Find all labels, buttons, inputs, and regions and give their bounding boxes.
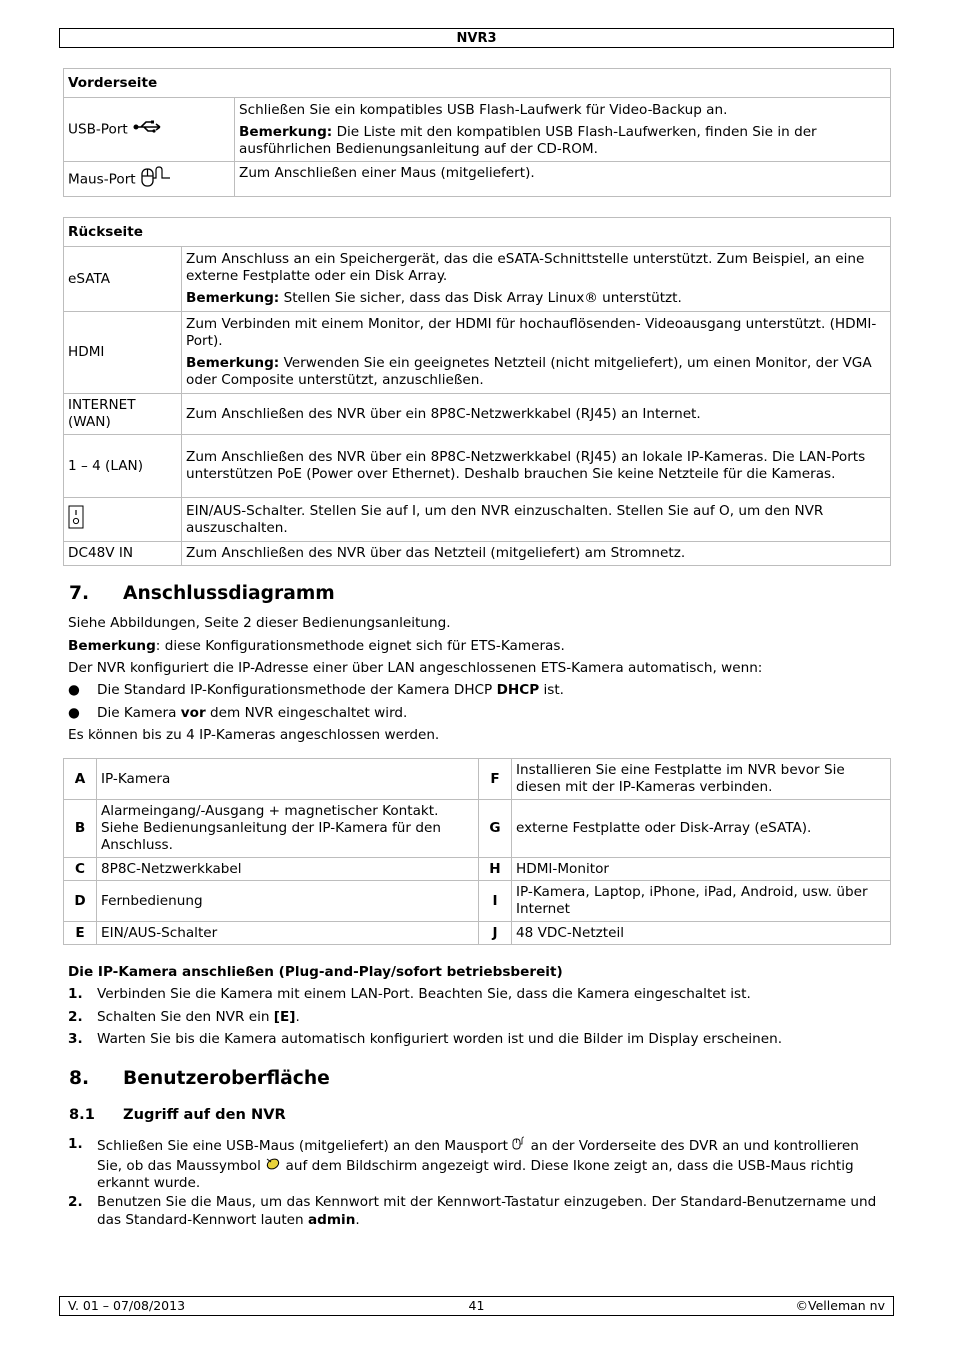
legend-key: J [479, 922, 512, 945]
port-description-cell [182, 247, 891, 312]
port-description: Zum Verbinden mit einem Monitor, der HDMI für hochauflösenden- Videoausgang unterstützt. (HDMI-Port). [186, 316, 877, 349]
list-item-text: Die Kamera [97, 705, 181, 721]
port-label: INTERNET (WAN) [64, 394, 182, 435]
legend-value: externe Festplatte oder Disk-Array (eSATA). [512, 800, 891, 858]
section-number: 7. [69, 583, 90, 604]
version-text: V. 01 – 07/08/2013 [68, 1298, 186, 1313]
note-text: Verwenden Sie ein geeignetes Netzteil (nicht mitgeliefert), um einen Monitor, der VGA oder Composite unterstützt, anzuschließen. [186, 355, 872, 388]
port-description-cell [182, 312, 891, 394]
note-label: Bemerkung: [186, 355, 280, 371]
page-number: 41 [468, 1298, 485, 1313]
list-item-text: dem NVR eingeschaltet wird. [205, 705, 408, 721]
legend-key: E [64, 922, 97, 945]
list-item-text: . [295, 1009, 300, 1025]
port-label: 1 – 4 (LAN) [64, 435, 182, 498]
section-title: Benutzeroberfläche [123, 1068, 330, 1089]
legend-key: G [479, 800, 512, 858]
legend-key: A [64, 759, 97, 800]
front-panel-table [63, 68, 891, 197]
note-label: Bemerkung: [186, 290, 280, 306]
list-item-bold: DHCP [496, 682, 540, 698]
legend-key: B [64, 800, 97, 858]
list-item-text: Warten Sie bis die Kamera automatisch konfiguriert worden ist und die Bilder im Display erscheinen. [97, 1031, 783, 1047]
mouse-port-icon [512, 1136, 526, 1156]
paragraph [68, 638, 898, 655]
subsection-number: 8.1 [69, 1106, 95, 1123]
port-label: eSATA [64, 247, 182, 312]
paragraph: Der NVR konfiguriert die IP-Adresse einer über LAN angeschlossenen ETS-Kamera automatisch, wenn: [68, 660, 763, 676]
note-label: Bemerkung: [239, 123, 333, 140]
legend-key: I [479, 881, 512, 922]
port-label: Maus-Port [68, 171, 136, 187]
step-number: 3. [68, 1031, 83, 1047]
port-description-cell [235, 98, 891, 162]
step-number: 1. [68, 986, 83, 1002]
legend-key: D [64, 881, 97, 922]
note-text: : diese Konfigurationsmethode eignet sich für ETS-Kameras. [155, 638, 565, 654]
note-label: Bemerkung [68, 638, 156, 654]
port-description: EIN/AUS-Schalter. Stellen Sie auf I, um den NVR einzuschalten. Stellen Sie auf O, um den NVR auszuschalten. [182, 498, 891, 542]
port-label-cell [64, 498, 182, 542]
legend-value: Fernbedienung [97, 881, 479, 922]
section-title: Anschlussdiagramm [123, 583, 335, 604]
legend-value: HDMI-Monitor [512, 858, 891, 881]
list-item-bold: [E] [273, 1009, 296, 1025]
list-item-text: auf dem Bildschirm angezeigt wird. Diese Ikone zeigt an, dass die USB-Maus richtig erkannt wurde. [97, 1157, 854, 1191]
legend-value: Installieren Sie eine Festplatte im NVR bevor Sie diesen mit der IP-Kameras verbinden. [512, 759, 891, 800]
step-number: 2. [68, 1009, 83, 1025]
step-number: 2. [68, 1194, 83, 1210]
section-heading [69, 1068, 330, 1089]
page-header: NVR3 [59, 28, 894, 48]
list-item-text: Die Standard IP-Konfigurationsmethode der Kamera DHCP [97, 682, 497, 698]
port-label-cell [64, 98, 235, 162]
subsection-heading [69, 1106, 286, 1123]
legend-value: Alarmeingang/-Ausgang + magnetischer Kontakt. Siehe Bedienungsanleitung der IP-Kamera für den Anschluss. [97, 800, 479, 858]
port-description: Zum Anschluss an ein Speichergerät, das die eSATA-Schnittstelle unterstützt. Zum Beispiel, an eine externe Festplatte oder ein Disk Array. [186, 251, 865, 284]
port-description: Zum Anschließen des NVR über ein 8P8C-Netzwerkkabel (RJ45) an Internet. [182, 394, 891, 435]
port-label-cell [64, 162, 235, 197]
power-switch-icon [68, 505, 84, 534]
list-item-text: . [355, 1211, 360, 1228]
bullet-icon: ● [68, 682, 80, 698]
port-description: Zum Anschließen einer Maus (mitgeliefert). [235, 162, 891, 197]
section-number: 8. [69, 1068, 90, 1089]
legend-value: EIN/AUS-Schalter [97, 922, 479, 945]
subsection-title: Zugriff auf den NVR [123, 1106, 286, 1123]
legend-value: IP-Kamera [97, 759, 479, 800]
legend-value: 48 VDC-Netzteil [512, 922, 891, 945]
legend-value: IP-Kamera, Laptop, iPhone, iPad, Android, usw. über Internet [512, 881, 891, 922]
rear-panel-table [63, 217, 891, 566]
paragraph: Siehe Abbildungen, Seite 2 dieser Bedienungsanleitung. [68, 615, 451, 631]
port-description: Zum Anschließen des NVR über ein 8P8C-Netzwerkkabel (RJ45) an lokale IP-Kameras. Die LAN-Ports unterstützen PoE (Power over Ethernet). Deshalb brauchen Sie keine Netzteile für die Kameras. [182, 435, 891, 498]
list-item-text: Benutzen Sie die Maus, um das Kennwort mit der Kennwort-Tastatur einzugeben. Der Standard-Benutzername und das Standard-Kennwort lauten [97, 1194, 877, 1228]
port-label: DC48V IN [64, 542, 182, 566]
legend-key: C [64, 858, 97, 881]
usb-icon [132, 119, 164, 140]
list-item-bold: vor [180, 705, 206, 721]
port-description: Schließen Sie ein kompatibles USB Flash-Laufwerk für Video-Backup an. [239, 101, 728, 118]
legend-key: H [479, 858, 512, 881]
list-item-bold: admin [307, 1211, 356, 1228]
port-label: HDMI [64, 312, 182, 394]
page-footer [59, 1296, 894, 1316]
port-label: USB-Port [68, 121, 128, 138]
port-description: Zum Anschließen des NVR über das Netzteil (mitgeliefert) am Stromnetz. [182, 542, 891, 566]
section-heading [69, 583, 335, 604]
legend-key: F [479, 759, 512, 800]
diagram-legend-table [63, 758, 891, 945]
note-text: Stellen Sie sicher, dass das Disk Array Linux® unterstützt. [283, 290, 682, 306]
note-text: Die Liste mit den kompatiblen USB Flash-Laufwerken, finden Sie in der ausführlichen Bedienungsanleitung auf der CD-ROM. [239, 123, 817, 157]
copyright-text: ©Velleman nv [795, 1298, 885, 1313]
list-item-text: Verbinden Sie die Kamera mit einem LAN-Port. Beachten Sie, dass die Kamera eingeschaltet ist. [97, 986, 751, 1002]
bullet-icon: ● [68, 705, 80, 721]
table-heading: Vorderseite [64, 69, 891, 98]
list-item-text: Schließen Sie eine USB-Maus (mitgeliefert) an den Mausport [97, 1137, 513, 1154]
step-number: 1. [68, 1136, 83, 1152]
table-heading: Rückseite [64, 218, 891, 247]
mouse-icon [140, 166, 172, 193]
list-item-text: an der Vorderseite des DVR an und kontrollieren Sie, ob das Maussymbol [97, 1137, 859, 1174]
list-item-text: ist. [539, 682, 565, 698]
legend-value: 8P8C-Netzwerkkabel [97, 858, 479, 881]
list-item-text: Schalten Sie den NVR ein [97, 1009, 274, 1025]
mouse-cursor-icon [265, 1156, 281, 1176]
subheading: Die IP-Kamera anschließen (Plug-and-Play/sofort betriebsbereit) [68, 964, 563, 980]
paragraph: Es können bis zu 4 IP-Kameras angeschlossen werden. [68, 727, 440, 743]
